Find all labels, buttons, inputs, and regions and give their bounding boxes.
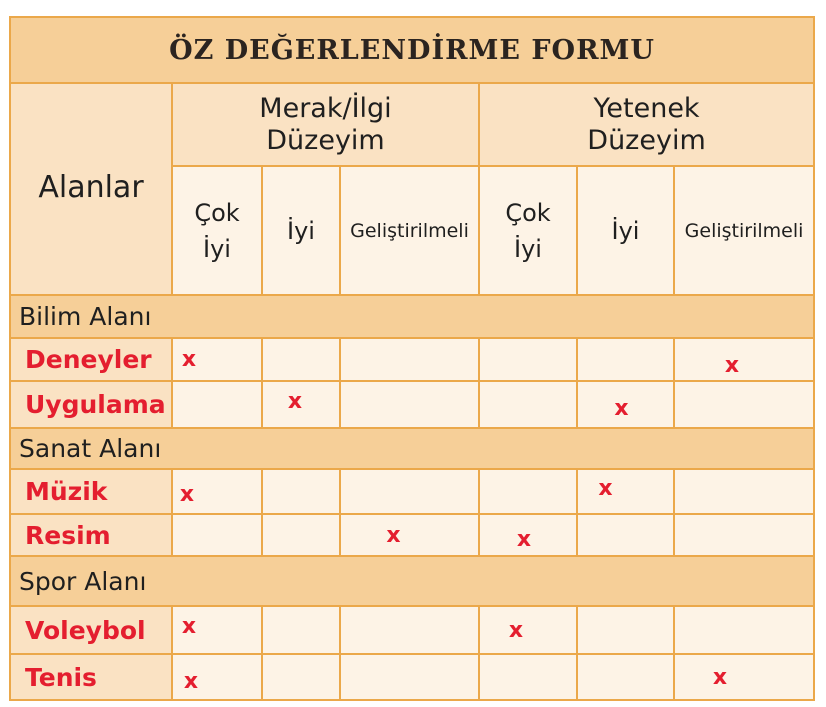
- assessment-cell[interactable]: [262, 514, 340, 556]
- section-title: Bilim Alanı: [10, 295, 814, 338]
- assessment-cell[interactable]: [479, 381, 577, 428]
- assessment-cell[interactable]: [577, 469, 674, 514]
- section-row: [10, 556, 814, 606]
- assessment-cell[interactable]: [172, 469, 262, 514]
- row-label: Uygulama: [10, 381, 172, 428]
- ability-level-line1: Yetenek: [593, 92, 700, 124]
- x-mark: x: [181, 347, 197, 372]
- self-assessment-form-table: [9, 16, 815, 701]
- areas-header: Alanlar: [10, 83, 172, 295]
- x-mark: x: [712, 664, 728, 690]
- assessment-cell[interactable]: [172, 606, 262, 654]
- level-very-good-interest: Çok İyi: [172, 166, 262, 295]
- assessment-cell[interactable]: [340, 654, 479, 700]
- level-good-ability: İyi: [577, 166, 674, 295]
- table-row: [10, 606, 814, 654]
- ability-level-header: [479, 83, 814, 166]
- assessment-cell[interactable]: [262, 654, 340, 700]
- row-label: Tenis: [10, 654, 172, 700]
- x-mark: x: [724, 353, 740, 378]
- assessment-cell[interactable]: [674, 381, 814, 428]
- table-row: [10, 338, 814, 381]
- assessment-cell[interactable]: [479, 514, 577, 556]
- table-row: [10, 514, 814, 556]
- assessment-cell[interactable]: [674, 514, 814, 556]
- level-needs-improvement-ability: Geliştirilmeli: [674, 166, 814, 295]
- assessment-cell[interactable]: [479, 338, 577, 381]
- interest-level-header: [172, 83, 479, 166]
- interest-level-line1: Merak/İlgi: [259, 92, 392, 124]
- table-row: [10, 469, 814, 514]
- assessment-cell[interactable]: [172, 514, 262, 556]
- section-title: Sanat Alanı: [10, 428, 814, 469]
- x-mark: x: [614, 396, 629, 421]
- x-mark: x: [508, 617, 524, 643]
- row-label: Resim: [10, 514, 172, 556]
- x-mark: x: [183, 668, 199, 694]
- section-title: Spor Alanı: [10, 556, 814, 606]
- level-very-good-ability: Çok İyi: [479, 166, 577, 295]
- assessment-cell[interactable]: [172, 381, 262, 428]
- assessment-cell[interactable]: [479, 654, 577, 700]
- x-mark: x: [181, 613, 197, 639]
- assessment-cell[interactable]: [577, 654, 674, 700]
- assessment-cell[interactable]: [674, 654, 814, 700]
- assessment-cell[interactable]: [172, 338, 262, 381]
- assessment-cell[interactable]: [577, 381, 674, 428]
- section-row: [10, 428, 814, 469]
- ability-level-line2: Düzeyim: [587, 124, 706, 156]
- assessment-cell[interactable]: [577, 338, 674, 381]
- x-mark: x: [179, 482, 195, 507]
- row-label: Voleybol: [10, 606, 172, 654]
- assessment-cell[interactable]: [674, 606, 814, 654]
- assessment-cell[interactable]: [674, 469, 814, 514]
- x-mark: x: [516, 526, 532, 552]
- assessment-cell[interactable]: [577, 514, 674, 556]
- assessment-cell[interactable]: [340, 606, 479, 654]
- assessment-cell[interactable]: [262, 469, 340, 514]
- section-row: [10, 295, 814, 338]
- table-row: [10, 381, 814, 428]
- assessment-cell[interactable]: [340, 381, 479, 428]
- assessment-cell[interactable]: [479, 469, 577, 514]
- table-row: [10, 654, 814, 700]
- assessment-cell[interactable]: [479, 606, 577, 654]
- form-title: ÖZ DEĞERLENDİRME FORMU: [10, 17, 814, 83]
- assessment-cell[interactable]: [340, 469, 479, 514]
- assessment-cell[interactable]: [262, 606, 340, 654]
- assessment-cell[interactable]: [172, 654, 262, 700]
- assessment-cell[interactable]: [262, 338, 340, 381]
- assessment-cell[interactable]: [262, 381, 340, 428]
- assessment-cell[interactable]: [340, 338, 479, 381]
- assessment-cell[interactable]: [674, 338, 814, 381]
- x-mark: x: [287, 389, 303, 414]
- x-mark: x: [386, 522, 401, 548]
- level-good-interest: İyi: [262, 166, 340, 295]
- level-needs-improvement-interest: Geliştirilmeli: [340, 166, 479, 295]
- row-label: Deneyler: [10, 338, 172, 381]
- assessment-cell[interactable]: [577, 606, 674, 654]
- interest-level-line2: Düzeyim: [266, 124, 385, 156]
- x-mark: x: [598, 476, 613, 501]
- assessment-cell[interactable]: [340, 514, 479, 556]
- row-label: Müzik: [10, 469, 172, 514]
